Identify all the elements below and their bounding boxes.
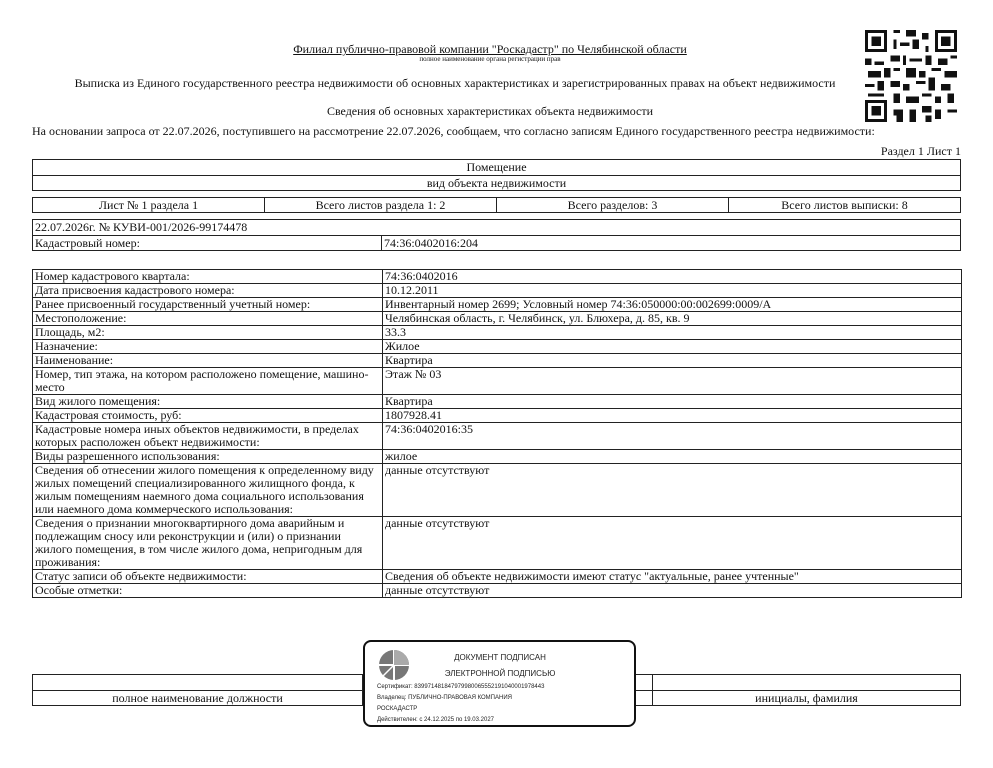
field-label: Дата присвоения кадастрового номера: [33, 284, 383, 298]
field-label: Ранее присвоенный государственный учетный номер: [33, 298, 383, 312]
sheets-row [32, 197, 961, 213]
field-label: Вид жилого помещения: [33, 395, 383, 409]
field-label: Площадь, м2: [33, 326, 383, 340]
table-row [33, 270, 962, 284]
cadastral-label: Кадастровый номер: [33, 236, 382, 251]
table-row [33, 570, 962, 584]
object-type-caption: вид объекта недвижимости [426, 176, 567, 190]
field-value: Инвентарный номер 2699; Условный номер 74:36:050000:00:002699:0009/А [383, 298, 962, 312]
field-label: Виды разрешенного использования: [33, 450, 383, 464]
field-label: Особые отметки: [33, 584, 383, 598]
table-row [33, 368, 962, 395]
field-label: Назначение: [33, 340, 383, 354]
section-title: Сведения об основных характеристиках объекта недвижимости [326, 104, 654, 118]
field-value: жилое [383, 450, 962, 464]
position-caption: полное наименование должности [33, 691, 363, 706]
field-value: 1807928.41 [383, 409, 962, 423]
field-value: данные отсутствуют [383, 464, 962, 517]
signature-validity: Действителен: с 24.12.2025 по 19.03.2027 [377, 717, 494, 723]
field-label: Сведения об отнесении жилого помещения к определенному виду жилых помещений специализированного жилищного фонда, к жилым помещениям наемного дома социального использования или наемного дома коммерческого использования: [33, 464, 383, 517]
record-number: 22.07.2026г. № КУВИ-001/2026-99174478 [33, 220, 960, 236]
document-title: Выписка из Единого государственного реестра недвижимости об основных характеристиках и зарегистрированных правах на объект недвижимости [74, 76, 836, 90]
field-value: Сведения об объекте недвижимости имеют статус "актуальные, ранее учтенные" [383, 570, 962, 584]
table-row [33, 464, 962, 517]
field-value: Жилое [383, 340, 962, 354]
table-row [33, 409, 962, 423]
field-value: Челябинская область, г. Челябинск, ул. Блюхера, д. 85, кв. 9 [383, 312, 962, 326]
electronic-signature-stamp [363, 640, 636, 727]
table-row [33, 450, 962, 464]
field-value: Этаж № 03 [383, 368, 962, 395]
field-value: 33.3 [383, 326, 962, 340]
field-label: Номер, тип этажа, на котором расположено помещение, машино-место [33, 368, 383, 395]
signature-certificate: Сертификат: 839971481847979980065552191040001978443 [377, 684, 545, 690]
table-row [33, 584, 962, 598]
sheet-number: Лист № 1 раздела 1 [33, 198, 265, 212]
signature-emblem-icon [377, 648, 411, 682]
page-reference: Раздел 1 Лист 1 [880, 144, 961, 158]
signature-line2: ЭЛЕКТРОННОЙ ПОДПИСЬЮ [444, 669, 556, 678]
table-row [33, 395, 962, 409]
field-label: Статус записи об объекте недвижимости: [33, 570, 383, 584]
object-type: Помещение [33, 160, 960, 176]
table-row [33, 340, 962, 354]
field-label: Местоположение: [33, 312, 383, 326]
field-label: Наименование: [33, 354, 383, 368]
characteristics-table [32, 269, 962, 598]
table-row [33, 326, 962, 340]
sections-total: Всего разделов: 3 [497, 198, 729, 212]
field-label: Номер кадастрового квартала: [33, 270, 383, 284]
basis-text: На основании запроса от 22.07.2026, поступившего на рассмотрение 22.07.2026, сообщаем, что согласно записям Единого государственного реестра недвижимости: [32, 124, 875, 138]
org-caption: полное наименование органа регистрации прав [419, 55, 561, 63]
table-row [33, 312, 962, 326]
table-row [33, 423, 962, 450]
org-name: Филиал публично-правовой компании "Роскадастр" по Челябинской области [293, 42, 687, 56]
sheets-total: Всего листов выписки: 8 [781, 198, 908, 212]
field-value: 74:36:0402016:35 [383, 423, 962, 450]
field-label: Кадастровые номера иных объектов недвижимости, в пределах которых расположен объект недвижимости: [33, 423, 383, 450]
field-value: 10.12.2011 [383, 284, 962, 298]
field-value: 74:36:0402016 [383, 270, 962, 284]
field-label: Кадастровая стоимость, руб: [33, 409, 383, 423]
name-caption: инициалы, фамилия [755, 691, 858, 705]
object-type-block [32, 159, 961, 191]
table-row [33, 517, 962, 570]
table-row [33, 298, 962, 312]
signature-line1: ДОКУМЕНТ ПОДПИСАН [454, 653, 546, 662]
field-value: данные отсутствуют [383, 517, 962, 570]
signature-owner-name: РОСКАДАСТР [377, 706, 418, 712]
field-value: Квартира [383, 395, 962, 409]
record-block [32, 219, 961, 251]
sheets-in-section: Всего листов раздела 1: 2 [265, 198, 497, 212]
table-row [33, 354, 962, 368]
table-row [33, 284, 962, 298]
field-value: Квартира [383, 354, 962, 368]
cadastral-value: 74:36:0402016:204 [384, 236, 479, 250]
field-value: данные отсутствуют [383, 584, 962, 598]
field-label: Сведения о признании многоквартирного дома аварийным и подлежащим сносу или реконструкции и (или) о признании жилого помещения, в том числе жилого дома, непригодным для проживания: [33, 517, 383, 570]
signature-owner: Владелец: ПУБЛИЧНО-ПРАВОВАЯ КОМПАНИЯ [377, 695, 512, 701]
